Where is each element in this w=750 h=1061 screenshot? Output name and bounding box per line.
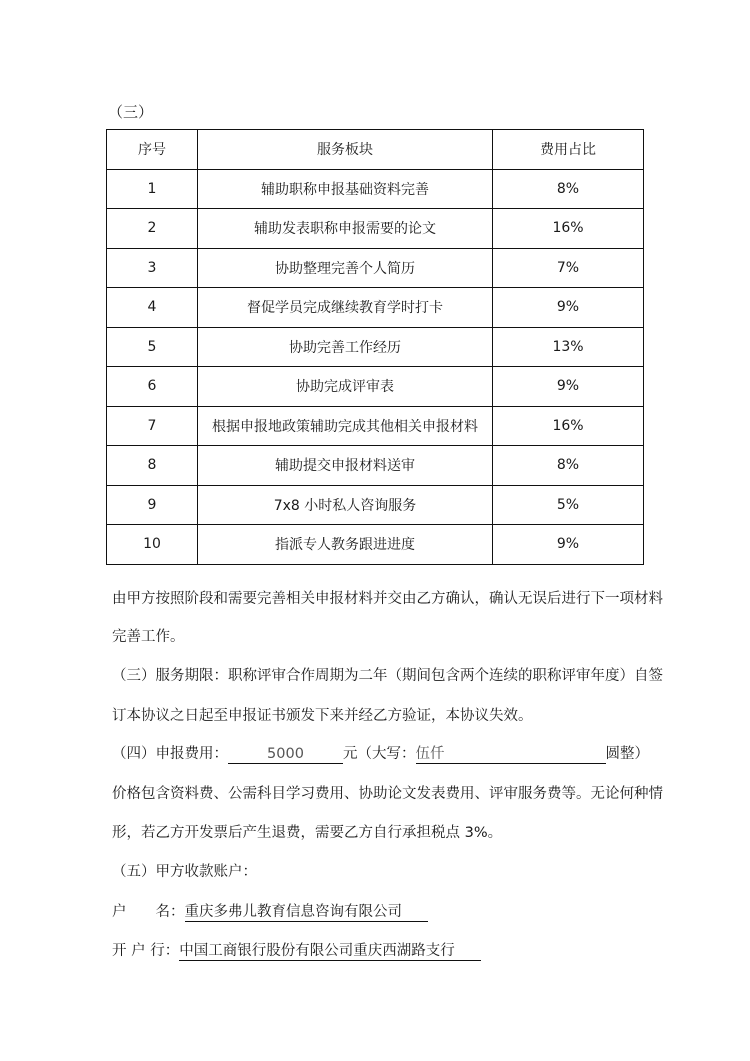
table-row	[107, 525, 644, 565]
table-row	[107, 367, 644, 407]
bank-line	[112, 941, 481, 961]
fee-suffix: 圆整）	[605, 746, 649, 762]
fee-amount-field: 5000	[228, 745, 343, 764]
account-name-line	[112, 902, 428, 922]
fee-amount-in-words-field: 伍仟	[416, 745, 606, 764]
cell-serial-number: 9	[107, 485, 198, 525]
cell-fee-ratio: 16%	[493, 209, 644, 249]
application-fee-line	[112, 744, 649, 764]
table-row	[107, 446, 644, 486]
cell-fee-ratio: 8%	[493, 169, 644, 209]
cell-fee-ratio: 13%	[493, 327, 644, 367]
cell-serial-number: 1	[107, 169, 198, 209]
service-term-line-1: （三）服务期限：职称评审合作周期为二年（期间包含两个连续的职称评审年度）自签	[112, 668, 663, 684]
cell-fee-ratio: 9%	[493, 525, 644, 565]
confirmation-paragraph-line-1: 由甲方按照阶段和需要完善相关申报材料并交由乙方确认，确认无误后进行下一项材料	[112, 591, 663, 607]
cell-serial-number: 2	[107, 209, 198, 249]
table-header-row	[107, 130, 644, 170]
cell-service-block: 督促学员完成继续教育学时打卡	[198, 288, 493, 328]
cell-fee-ratio: 9%	[493, 367, 644, 407]
bank-label: 开 户 行：	[112, 943, 180, 959]
fee-description-line-2: 形，若乙方开发票后产生退费，需要乙方自行承担税点 3%。	[112, 825, 503, 841]
cell-fee-ratio: 8%	[493, 446, 644, 486]
fee-middle: 元（大写：	[343, 746, 416, 762]
service-term-line-2: 订本协议之日起至申报证书颁发下来并经乙方验证，本协议失效。	[112, 708, 533, 724]
header-serial-number: 序号	[107, 130, 198, 170]
cell-service-block: 辅助职称申报基础资料完善	[198, 169, 493, 209]
cell-service-block: 辅助提交申报材料送审	[198, 446, 493, 486]
bank-name-value: 中国工商银行股份有限公司重庆西湖路支行	[179, 942, 481, 961]
confirmation-paragraph-line-2: 完善工作。	[112, 629, 185, 645]
cell-fee-ratio: 16%	[493, 406, 644, 446]
header-service-block: 服务板块	[198, 130, 493, 170]
table-row	[107, 288, 644, 328]
table-row	[107, 485, 644, 525]
table-row	[107, 248, 644, 288]
table-row	[107, 406, 644, 446]
cell-fee-ratio: 7%	[493, 248, 644, 288]
cell-serial-number: 10	[107, 525, 198, 565]
account-name-label: 户 名：	[112, 904, 185, 920]
cell-fee-ratio: 9%	[493, 288, 644, 328]
cell-service-block: 协助整理完善个人简历	[198, 248, 493, 288]
fee-description-line-1: 价格包含资料费、公需科目学习费用、协助论文发表费用、评审服务费等。无论何种情	[112, 786, 663, 802]
cell-service-block: 7x8 小时私人咨询服务	[198, 485, 493, 525]
section-label: （三）	[108, 103, 154, 121]
table-row	[107, 209, 644, 249]
cell-serial-number: 3	[107, 248, 198, 288]
cell-serial-number: 8	[107, 446, 198, 486]
cell-serial-number: 6	[107, 367, 198, 407]
account-heading: （五）甲方收款账户：	[112, 864, 257, 880]
account-name-value: 重庆多弗儿教育信息咨询有限公司	[185, 903, 429, 922]
cell-service-block: 指派专人教务跟进进度	[198, 525, 493, 565]
cell-serial-number: 5	[107, 327, 198, 367]
cell-service-block: 协助完成评审表	[198, 367, 493, 407]
cell-serial-number: 4	[107, 288, 198, 328]
cell-fee-ratio: 5%	[493, 485, 644, 525]
cell-service-block: 辅助发表职称申报需要的论文	[198, 209, 493, 249]
header-fee-ratio: 费用占比	[493, 130, 644, 170]
cell-service-block: 根据申报地政策辅助完成其他相关申报材料	[198, 406, 493, 446]
cell-serial-number: 7	[107, 406, 198, 446]
service-fee-table	[106, 129, 644, 565]
fee-prefix: （四）申报费用：	[112, 746, 228, 762]
cell-service-block: 协助完善工作经历	[198, 327, 493, 367]
table-row	[107, 327, 644, 367]
table-row	[107, 169, 644, 209]
